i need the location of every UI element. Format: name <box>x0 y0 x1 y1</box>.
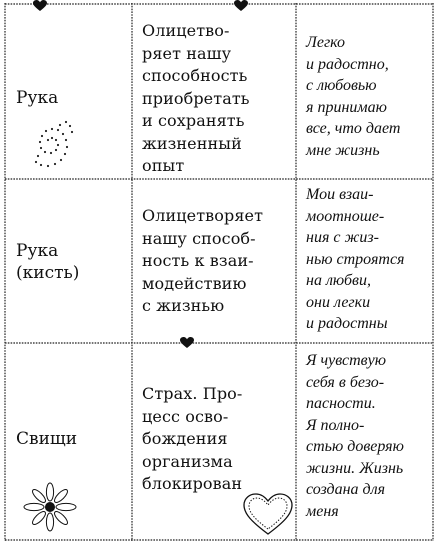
affirmation-line: Я чувствую <box>306 352 386 369</box>
meaning-line: бождения <box>142 429 228 448</box>
affirmation-line: все, что дает <box>306 120 401 137</box>
affirmation-cell <box>306 350 431 522</box>
meaning-cell <box>142 20 294 178</box>
meaning-line: нашу способ- <box>142 228 256 248</box>
term-cell <box>16 87 126 109</box>
affirmation-line: стью доверяю <box>306 438 404 455</box>
daisy-icon <box>22 482 78 532</box>
meaning-line: ряет нашу <box>142 43 232 63</box>
affirmation-line: нью строятся <box>306 250 405 268</box>
meaning-cell <box>142 205 294 318</box>
affirmation-line: на любви, <box>306 272 371 289</box>
meaning-line: Олицетво- <box>142 21 230 40</box>
affirmation-line: пасности. <box>306 395 376 412</box>
meaning-line: организма <box>142 451 233 471</box>
affirmation-line: ния с жиз- <box>306 229 379 246</box>
meaning-line: блокирован <box>142 474 243 493</box>
meaning-line: Страх. Про- <box>142 384 243 403</box>
meaning-line: ность к взаи- <box>142 251 254 270</box>
affirmation-line: Мои взаи- <box>306 186 374 203</box>
term-line: Рука <box>16 241 59 261</box>
affirmation-line: они легки <box>306 293 371 311</box>
affirmation-cell <box>306 184 431 335</box>
meaning-line: жизненный <box>142 133 242 153</box>
affirmation-line: Легко <box>306 34 346 51</box>
meaning-line: опыт <box>142 156 185 175</box>
term-line: Рука <box>16 88 59 108</box>
affirmation-line: меня <box>306 502 339 520</box>
term-line: Свищи <box>16 429 78 449</box>
heart-icon <box>33 0 47 12</box>
meaning-line: модействию <box>142 273 247 293</box>
meaning-line: приобретать <box>142 88 250 108</box>
affirmation-line: с любовью <box>306 77 377 94</box>
term-cell <box>16 428 126 450</box>
affirmation-line: моотноше- <box>306 207 385 225</box>
meaning-line: и сохранять <box>142 111 245 130</box>
meaning-cell <box>142 383 294 496</box>
heart-icon <box>234 0 248 12</box>
affirmation-line: создана для <box>306 481 386 498</box>
heart-icon <box>180 337 194 349</box>
meaning-line: Олицетворяет <box>142 206 264 225</box>
heart-outline-icon <box>242 492 294 538</box>
meaning-line: цесс осво- <box>142 406 229 426</box>
affirmation-line: и радостны <box>306 315 388 332</box>
term-cell <box>16 240 126 284</box>
term-line: (кисть) <box>16 263 80 283</box>
affirmation-line: себя в безо- <box>306 373 385 391</box>
affirmation-line: жизни. Жизнь <box>306 459 404 477</box>
affirmation-line: Я полно- <box>306 416 365 434</box>
meaning-line: способность <box>142 66 248 85</box>
spiral-dots-icon <box>28 118 78 174</box>
meaning-line: с жизнью <box>142 296 225 315</box>
affirmation-line: я принимаю <box>306 98 387 116</box>
affirmation-line: мне жизнь <box>306 141 380 159</box>
affirmation-line: и радостно, <box>306 55 389 73</box>
affirmation-cell <box>306 32 431 161</box>
